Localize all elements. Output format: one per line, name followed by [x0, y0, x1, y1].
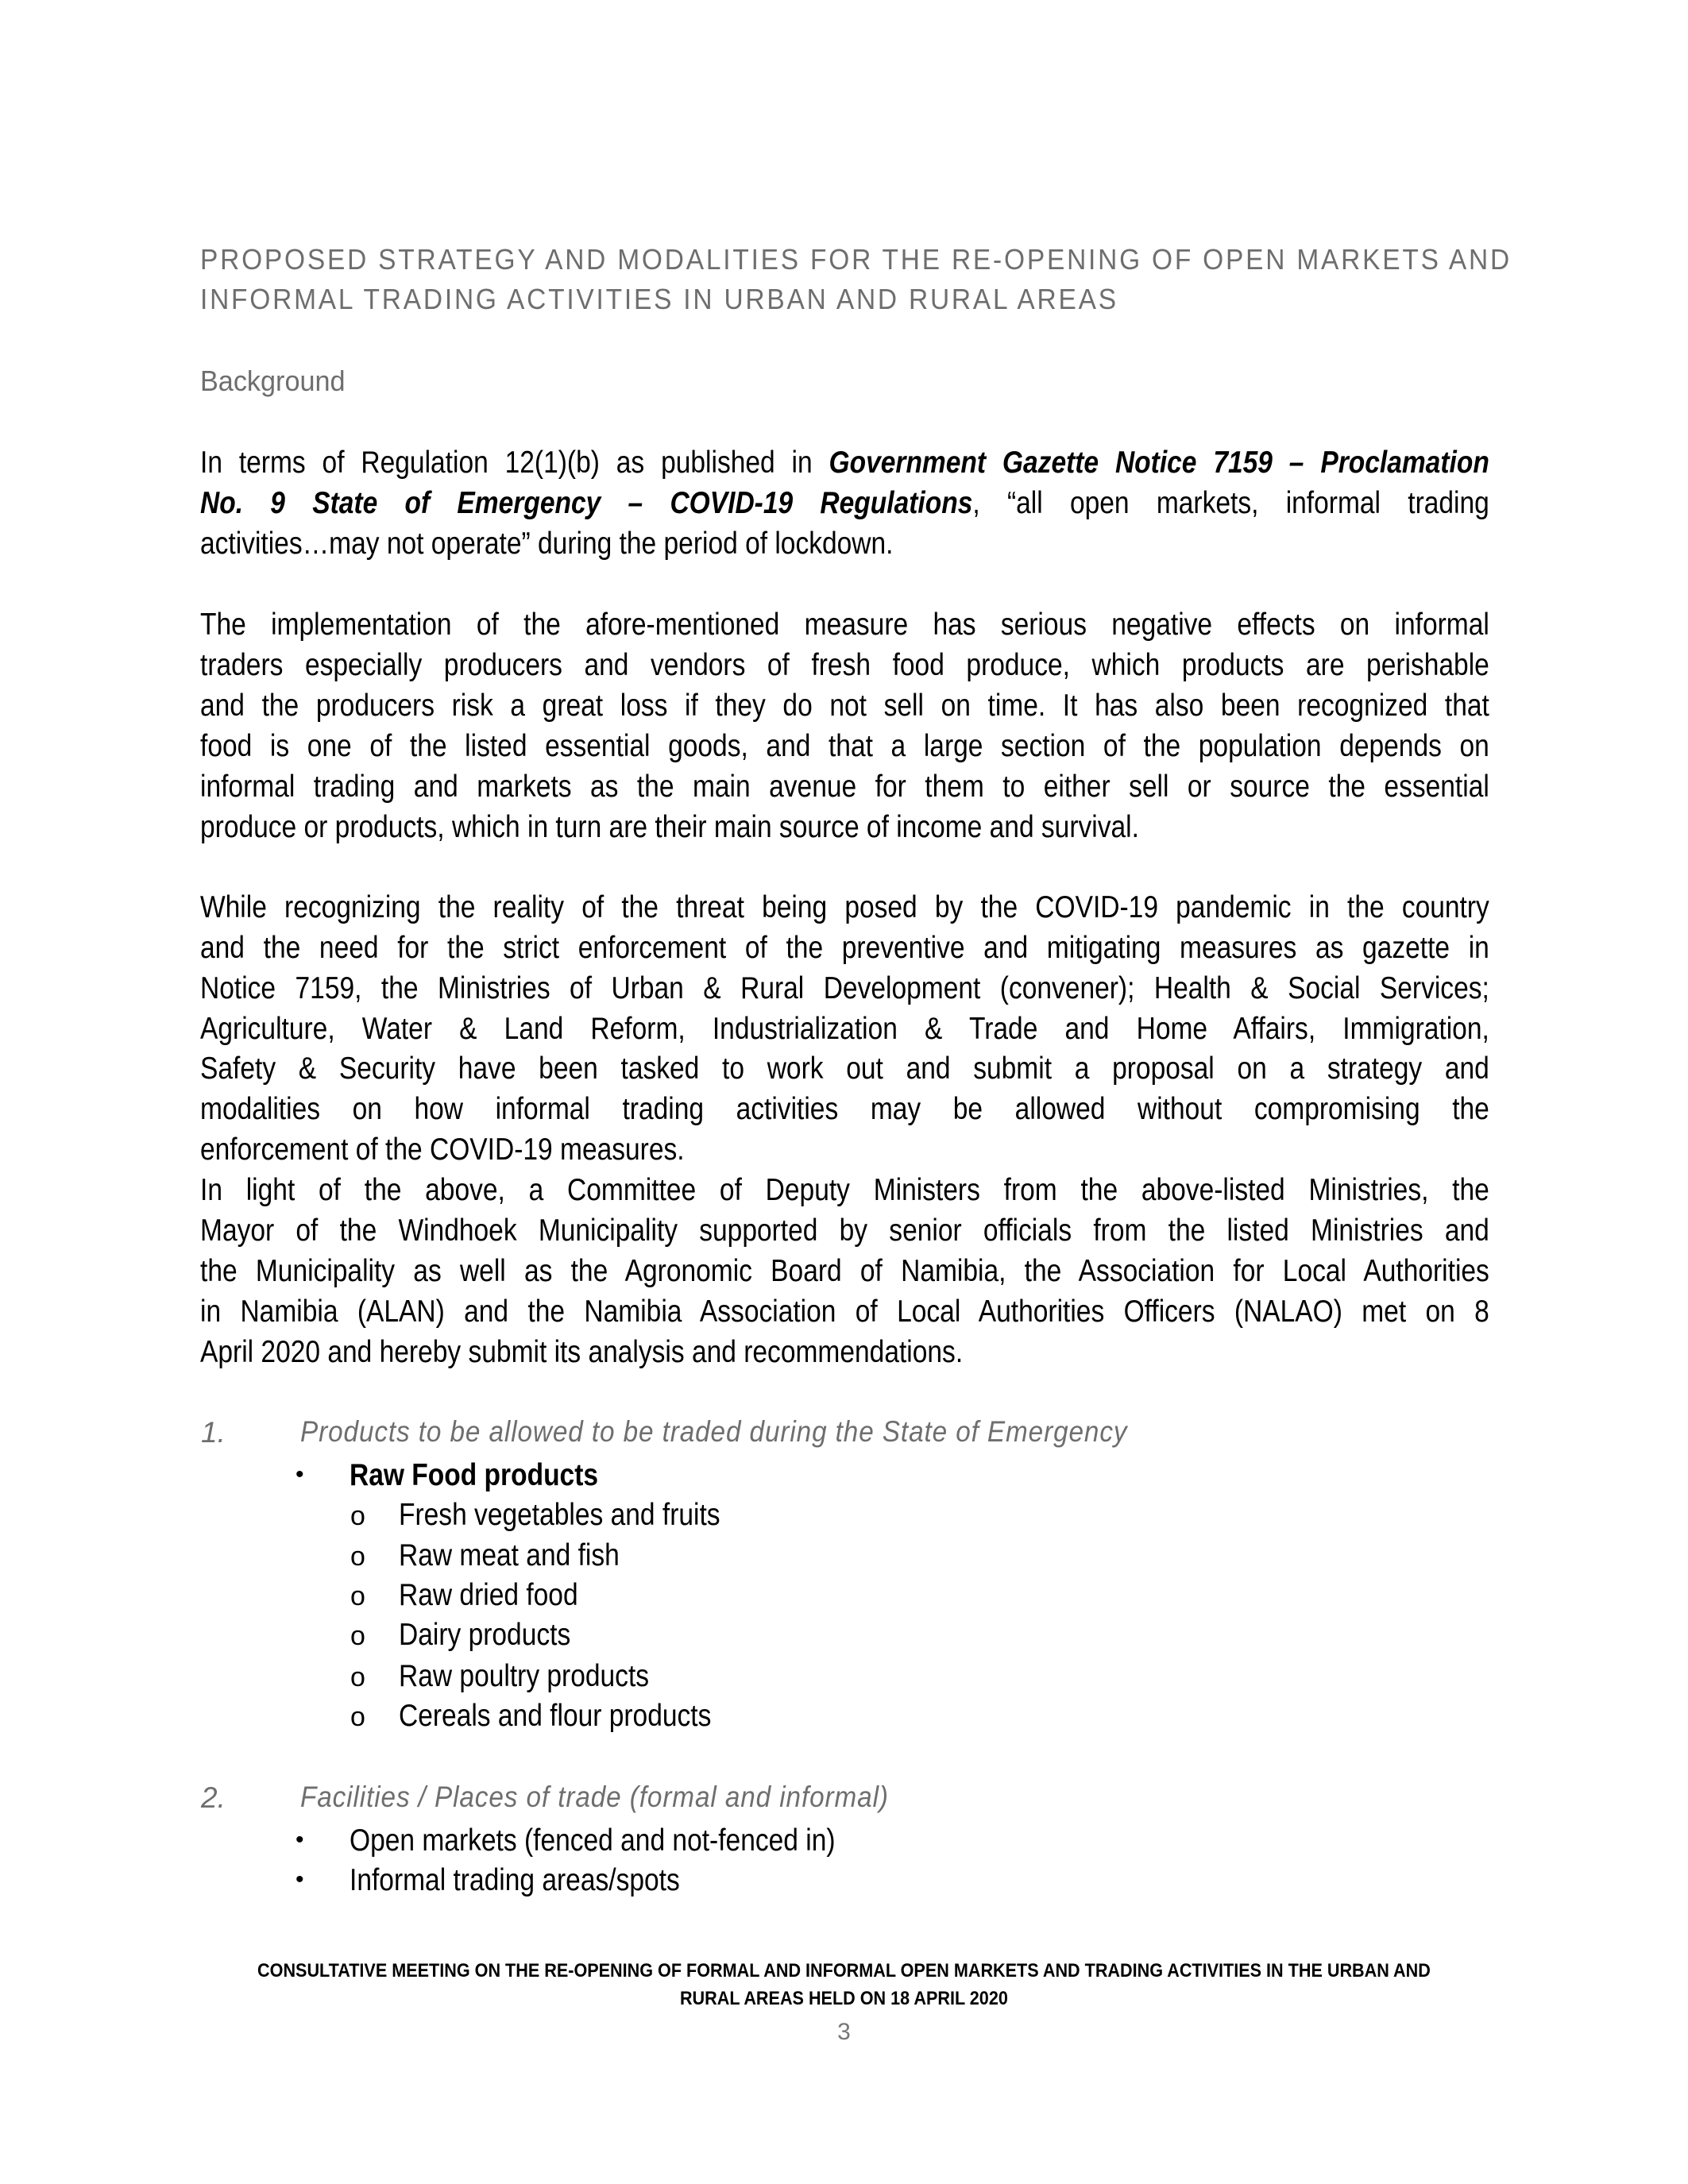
- footer-line-2: [0, 1989, 1688, 2008]
- page-number: 3: [837, 2019, 851, 2045]
- bullet-icon: •: [295, 1461, 304, 1488]
- sub-item: Raw poultry products: [399, 1659, 650, 1693]
- document-title-line-2: INFORMAL TRADING ACTIVITIES IN URBAN AND RURAL AREAS: [200, 283, 1118, 315]
- paragraph-1-text: In terms of Regulation 12(1)(b) as published in: [200, 446, 829, 480]
- regulation-reference: No. 9 State of Emergency – COVID-19 Regulations: [200, 486, 973, 520]
- section-2-bullet: Open markets (fenced and not-fenced in): [350, 1823, 836, 1858]
- sub-item: Raw meat and fish: [399, 1538, 620, 1572]
- section-2-heading: Facilities / Places of trade (formal and informal): [300, 1781, 889, 1813]
- sub-bullet-icon: o: [350, 1501, 365, 1531]
- bullet-icon: •: [295, 1866, 304, 1893]
- document-title-line-1: PROPOSED STRATEGY AND MODALITIES FOR THE RE-OPENING OF OPEN MARKETS AND: [200, 243, 1512, 276]
- section-1-number: 1.: [201, 1416, 226, 1449]
- gazette-reference: Government Gazette Notice 7159 – Proclamation: [829, 446, 1489, 480]
- sub-item: Raw dried food: [399, 1578, 578, 1612]
- paragraph-1-line-3: activities…may not operate” during the period of lockdown.: [200, 527, 894, 561]
- paragraph-3-line: Notice 7159, the Ministries of Urban & Rural Development (convener); Health & Social Services;: [200, 971, 1489, 1005]
- paragraph-3-line: and the need for the strict enforcement of the preventive and mitigating measures as gazette in: [200, 931, 1489, 965]
- section-2-number: 2.: [201, 1781, 226, 1814]
- sub-item: Cereals and flour products: [399, 1699, 712, 1733]
- paragraph-2-line: traders especially producers and vendors of fresh food produce, which products are perishable: [200, 648, 1489, 682]
- background-heading: Background: [200, 365, 346, 397]
- paragraph-3-line: enforcement of the COVID-19 measures.: [200, 1133, 685, 1167]
- paragraph-4-line: in Namibia (ALAN) and the Namibia Association of Local Authorities Officers (NALAO) met on 8: [200, 1295, 1489, 1329]
- paragraph-3-line: While recognizing the reality of the threat being posed by the COVID-19 pandemic in the country: [200, 890, 1489, 924]
- paragraph-2-line: food is one of the listed essential goods, and that a large section of the population depends on: [200, 729, 1489, 763]
- section-1-heading: Products to be allowed to be traded during the State of Emergency: [300, 1415, 1128, 1448]
- paragraph-1-line-2: [200, 488, 1489, 519]
- paragraph-1-quote: , “all open markets, informal trading: [972, 486, 1489, 520]
- paragraph-2-line: and the producers risk a great loss if they do not sell on time. It has also been recognized that: [200, 689, 1489, 723]
- paragraph-4-line: In light of the above, a Committee of Deputy Ministers from the above-listed Ministries, the: [200, 1173, 1489, 1207]
- section-2-bullet: Informal trading areas/spots: [350, 1863, 680, 1897]
- paragraph-4-line: April 2020 and hereby submit its analysis and recommendations.: [200, 1335, 964, 1369]
- sub-bullet-icon: o: [350, 1581, 365, 1611]
- paragraph-1-line-1: [200, 447, 1489, 478]
- paragraph-4-line: Mayor of the Windhoek Municipality supported by senior officials from the listed Ministries and: [200, 1214, 1489, 1248]
- section-1-bullet-raw-food: Raw Food products: [350, 1458, 599, 1492]
- sub-item: Fresh vegetables and fruits: [399, 1498, 720, 1532]
- footer-text-2: RURAL AREAS HELD ON 18 APRIL 2020: [680, 1988, 1008, 2009]
- bullet-icon: •: [295, 1827, 304, 1853]
- sub-bullet-icon: o: [350, 1542, 365, 1572]
- footer-text-1: CONSULTATIVE MEETING ON THE RE-OPENING OF FORMAL AND INFORMAL OPEN MARKETS AND TRADING ACTIVITIES IN THE URBAN AND: [257, 1960, 1431, 1981]
- sub-item: Dairy products: [399, 1618, 571, 1652]
- paragraph-2-line: produce or products, which in turn are their main source of income and survival.: [200, 810, 1139, 844]
- paragraph-3-line: Safety & Security have been tasked to work out and submit a proposal on a strategy and: [200, 1051, 1489, 1086]
- paragraph-2-line: informal trading and markets as the main avenue for them to either sell or source the essential: [200, 770, 1489, 804]
- paragraph-4-line: the Municipality as well as the Agronomic Board of Namibia, the Association for Local Authorities: [200, 1254, 1489, 1288]
- sub-bullet-icon: o: [350, 1702, 365, 1732]
- sub-bullet-icon: o: [350, 1621, 365, 1651]
- paragraph-2-line: The implementation of the afore-mentioned measure has serious negative effects on informal: [200, 608, 1489, 642]
- sub-bullet-icon: o: [350, 1662, 365, 1692]
- footer-line-1: [0, 1962, 1688, 1981]
- paragraph-3-line: Agriculture, Water & Land Reform, Industrialization & Trade and Home Affairs, Immigration,: [200, 1012, 1489, 1046]
- paragraph-3-line: modalities on how informal trading activities may be allowed without compromising the: [200, 1092, 1489, 1126]
